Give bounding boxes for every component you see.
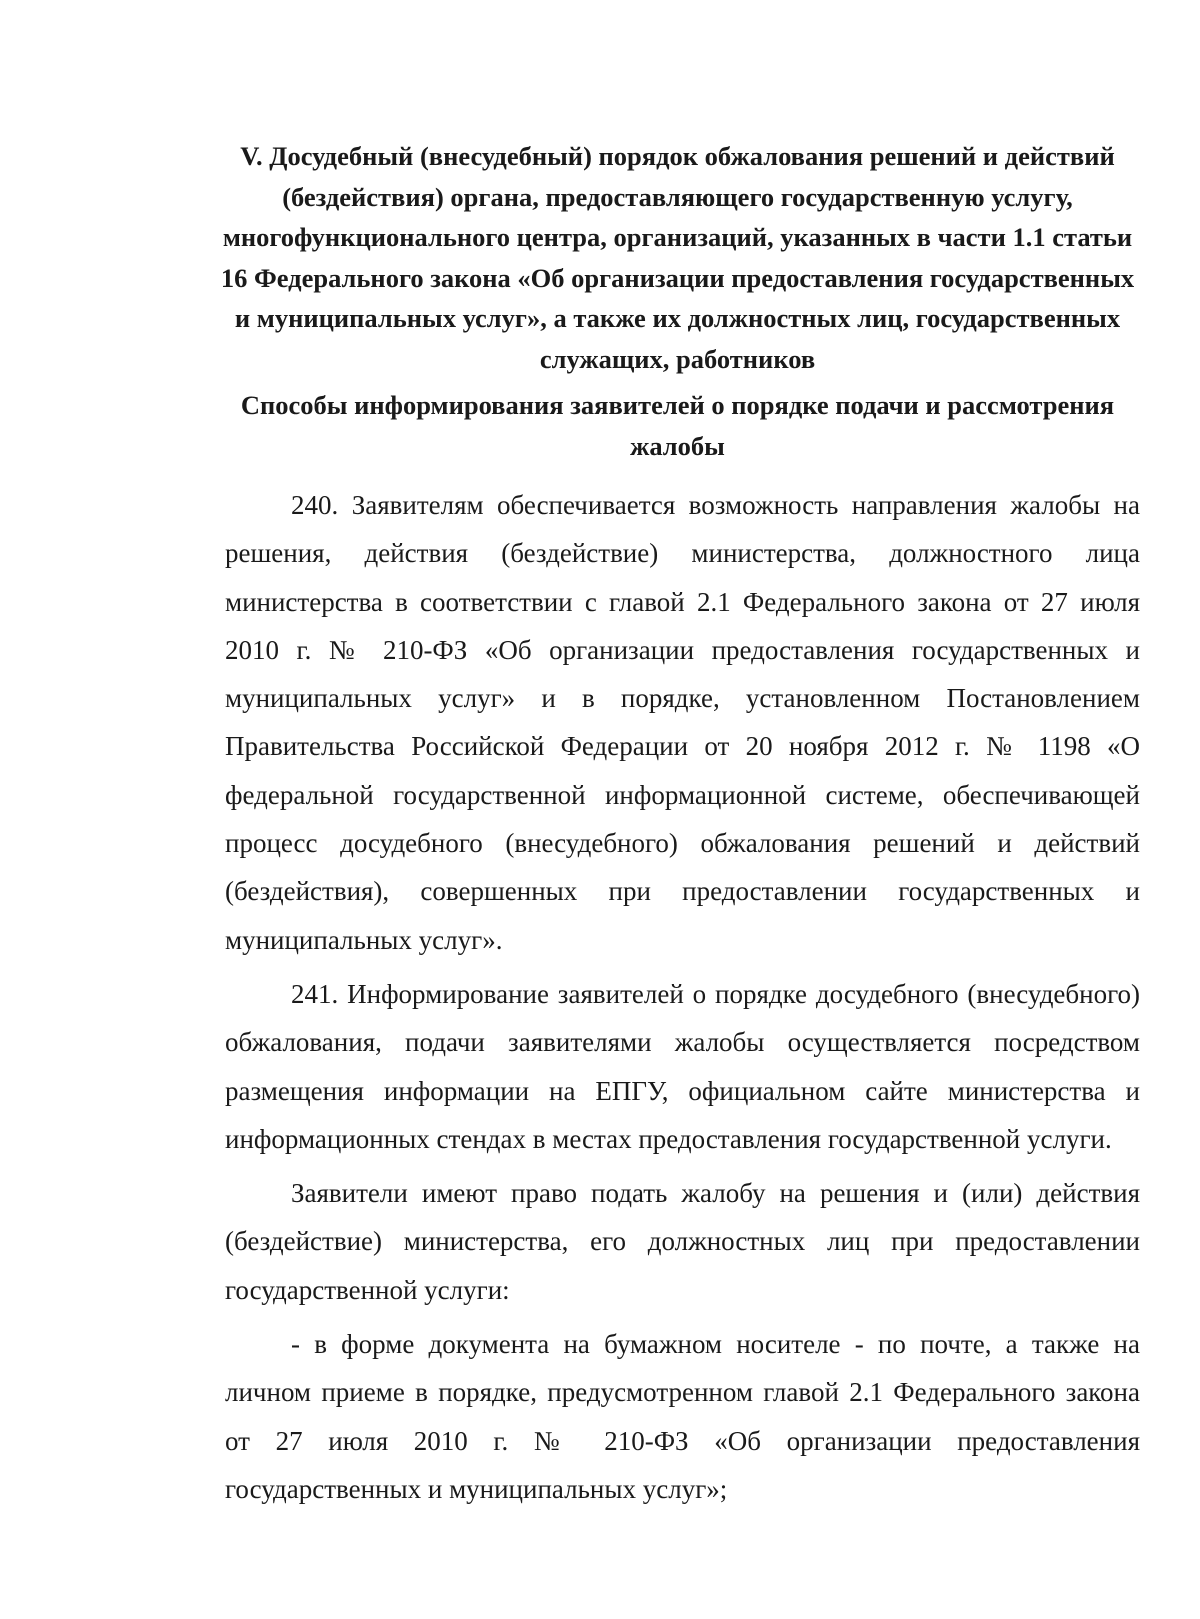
paragraph-applicant-rights: Заявители имеют право подать жалобу на решения и (или) действия (бездействие) министерства, его должностных лиц при предоставлении государственной услуги: <box>225 1178 1140 1305</box>
paragraph-paper-form: - в форме документа на бумажном носителе - по почте, а также на личном приеме в порядке, предусмотренном главой 2.1 Федерального закона от 27 июля 2010 г. № 210-ФЗ «Об организации предоставления государственных и муниципальных услуг»; <box>225 1329 1140 1504</box>
section-title: V. Досудебный (внесудебный) порядок обжалования решений и действий (бездействия) органа, предоставляющего государственную услугу, многофункционального центра, организаций, указанных в части 1.1 статьи 16 Федерального закона «Об организации предоставления государственных и муниципальных услуг», а также их должностных лиц, государственных служащих, работников <box>220 141 1135 374</box>
paragraph-240: 240. Заявителям обеспечивается возможность направления жалобы на решения, действия (бездействие) министерства, должностного лица министерства в соответствии с главой 2.1 Федерального закона от 27 июля 2010 г. № 210-ФЗ «Об организации предоставления государственных и муниципальных услуг» и в порядке, установленном Постановлением Правительства Российской Федерации от 20 ноября 2012 г. № 1198 «О федеральной государственной информационной системе, обеспечивающей процесс досудебного (внесудебного) обжалования решений и действий (бездействия), совершенных при предоставлении государственных и муниципальных услуг». <box>225 490 1140 955</box>
paragraph-241: 241. Информирование заявителей о порядке досудебного (внесудебного) обжалования, подачи заявителями жалобы осуществляется посредством размещения информации на ЕПГУ, официальном сайте министерства и информационных стендах в местах предоставления государственной услуги. <box>225 978 1140 1154</box>
document-body <box>225 481 1140 1518</box>
subsection-title: Способы информирования заявителей о порядке подачи и рассмотрения жалобы <box>240 390 1115 461</box>
